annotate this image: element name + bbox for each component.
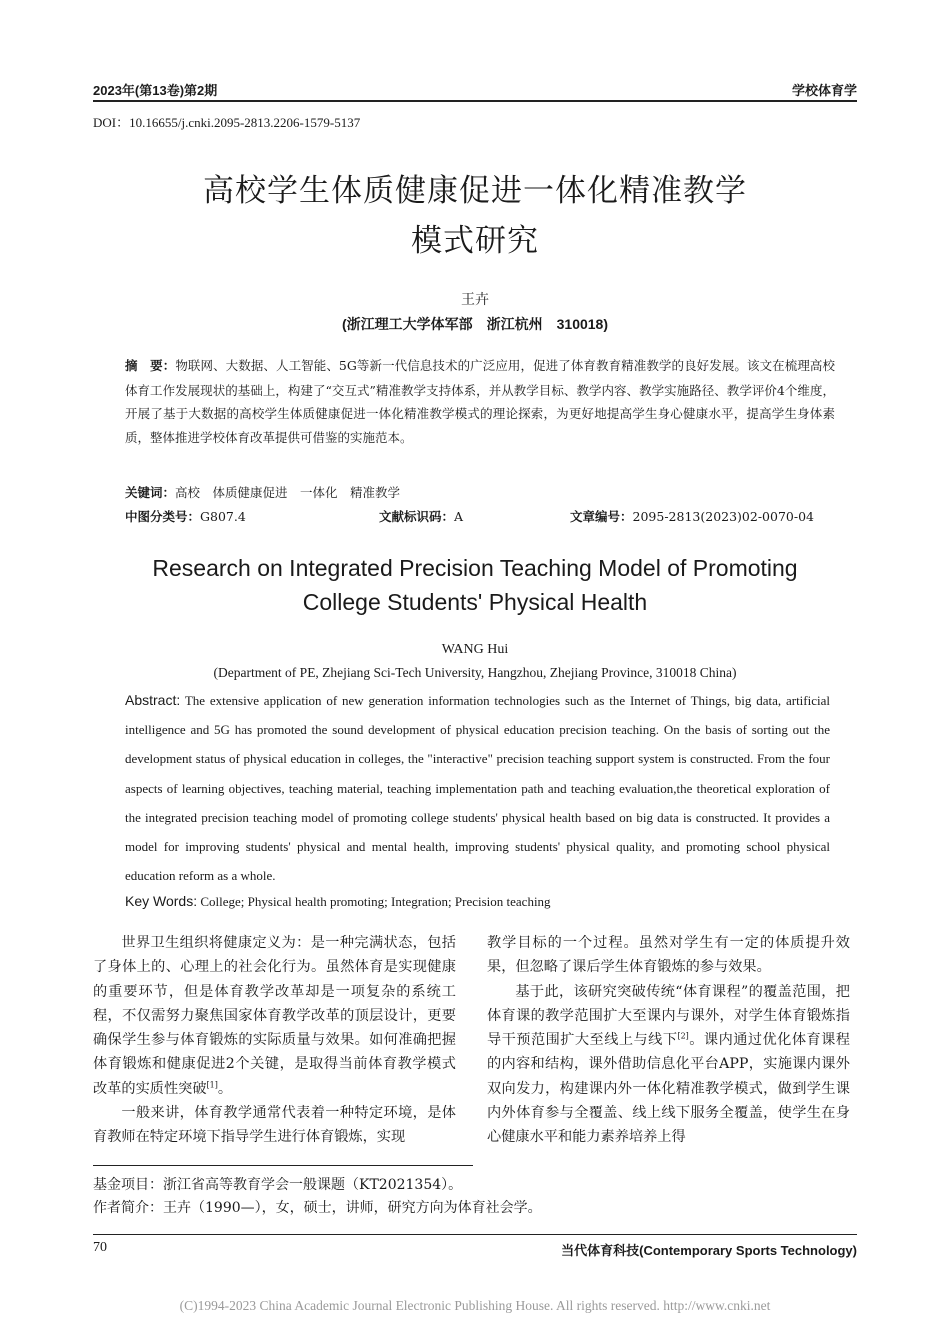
keywords-cn-label: 关键词： xyxy=(125,486,176,500)
article-number xyxy=(570,507,814,525)
author-bio: 作者简介：王卉（1990—），女，硕士，讲师，研究方向为体育社会学。 xyxy=(93,1200,542,1216)
body-paragraph xyxy=(93,931,456,1101)
doc-label: 文献标识码： xyxy=(379,510,455,524)
affiliation-en: (Department of PE, Zhejiang Sci-Tech University, Hangzhou, Zhejiang Province, 310018 China) xyxy=(213,665,737,680)
citation-ref[interactable]: [1] xyxy=(206,1080,218,1090)
abstract-cn-text: 物联网、大数据、人工智能、5G等新一代信息技术的广泛应用，促进了体育教育精准教学的良好发展。该文在梳理高校体育工作发展现状的基础上，构建了“交互式”精准教学支持体系，并从教学目标、教学内容、教学实施路径、教学评价4个维度，开展了基于大数据的高校学生体质健康促进一体化精准教学模式的理论探索，为更好地提高学生身心健康水平，提高学生身体素质，整体推进学校体育改革提供可借鉴的实施范本。 xyxy=(125,358,835,445)
title-cn-line2: 模式研究 xyxy=(411,223,539,259)
abstract-en-text: The extensive application of new generation information technologies such as the Internet of Things, big data, artificial intelligence and 5G has promoted the sound development of physical education precision teaching. On the basis of sorting out the development status of physical education in colleges, the "interactive" precision teaching support system is constructed. From the four aspects of learning objectives, teaching material, teaching implementation path and teaching evaluation,the theoretical exploration of the integrated precision teaching model of promoting college students' physical health based on big data is constructed. It provides a model for improving students' physical and mental health, improving students' physical quality, and promoting school physical education reform as a whole. xyxy=(125,693,830,884)
abstract-cn xyxy=(125,354,835,449)
author-cn: 王卉 xyxy=(461,291,489,307)
body-paragraph xyxy=(487,980,850,1150)
affiliation-cn: (浙江理工大学体军部 浙江杭州 310018) xyxy=(341,316,609,332)
article-value: 2095-2813(2023)02-0070-04 xyxy=(632,509,814,524)
body-text: 基于此，该研究突破传统“体育课程”的覆盖范围，把体育课的教学范围扩大至课内与课外，对学生体育锻炼指导干预范围扩大至线上与线下 xyxy=(487,983,850,1049)
body-left-column xyxy=(93,931,456,1150)
fund-note: 基金项目：浙江省高等教育学会一般课题（KT2021354）。 xyxy=(93,1177,463,1193)
doi: DOI：10.16655/j.cnki.2095-2813.2206-1579-5137 xyxy=(93,115,361,130)
citation-ref[interactable]: [2] xyxy=(677,1031,689,1041)
keywords-cn xyxy=(125,481,835,506)
article-label: 文章编号： xyxy=(570,510,633,524)
abstract-en xyxy=(125,686,830,890)
keywords-en-text: College; Physical health promoting; Integration; Precision teaching xyxy=(200,894,551,909)
body-text: 世界卫生组织将健康定义为：是一种完满状态，包括了身体上的、心理上的社会化行为。虽然体育是实现健康的重要环节，但是体育教学改革却是一项复杂的系统工程，不仅需努力聚焦国家体育教学改革的顶层设计，更要确保学生参与体育锻炼的实际质量与效果。如何准确把握体育锻炼和健康促进2个关键，是取得当前体育教学模式改革的实质性突破 xyxy=(93,935,456,1097)
abstract-cn-label: 摘 要： xyxy=(125,359,176,373)
abstract-en-label: Abstract: xyxy=(125,692,181,708)
body-text: 。 xyxy=(217,1080,233,1097)
section-name: 学校体育学 xyxy=(791,83,857,98)
title-en-line2: College Students' Physical Health xyxy=(302,589,648,615)
clc-value: G807.4 xyxy=(200,509,246,524)
issue-info: 2023年(第13卷)第2期 xyxy=(93,83,218,98)
footnote-rule xyxy=(93,1165,473,1166)
footer-rule xyxy=(93,1234,857,1235)
body-paragraph: 一般来讲，体育教学通常代表着一种特定环境，是体育教师在特定环境下指导学生进行体育锻炼，实现 xyxy=(93,1105,456,1146)
header-rule xyxy=(93,100,857,102)
body-text: 。课内通过优化体育课程的内容和结构，课外借助信息化平台APP，实施课内课外双向发力，构建课内外一体化精准教学模式，做到学生课内外体育参与全覆盖、线上线下服务全覆盖，使学生在身心健康水平和能力素养培养上得 xyxy=(487,1032,850,1146)
doc-value: A xyxy=(454,509,464,524)
title-cn-line1: 高校学生体质健康促进一体化精准教学 xyxy=(203,173,747,209)
title-en-line1: Research on Integrated Precision Teaching Model of Promoting xyxy=(152,555,798,581)
page-number: 70 xyxy=(93,1240,107,1255)
clc-label: 中图分类号： xyxy=(125,510,201,524)
keywords-cn-text: 高校 体质健康促进 一体化 精准教学 xyxy=(175,485,401,500)
doc-code xyxy=(379,507,463,525)
author-en: WANG Hui xyxy=(441,642,509,657)
keywords-en-label: Key Words: xyxy=(125,893,198,909)
body-right-column xyxy=(487,931,850,1150)
journal-name: 当代体育科技(Contemporary Sports Technology) xyxy=(561,1243,857,1258)
copyright-notice: (C)1994-2023 China Academic Journal Electronic Publishing House. All rights reserved. http://www.cnki.net xyxy=(179,1298,771,1313)
body-paragraph: 教学目标的一个过程。虽然对学生有一定的体质提升效果，但忽略了课后学生体育锻炼的参与效果。 xyxy=(487,935,850,976)
clc-number xyxy=(125,507,246,525)
keywords-en xyxy=(125,887,830,916)
